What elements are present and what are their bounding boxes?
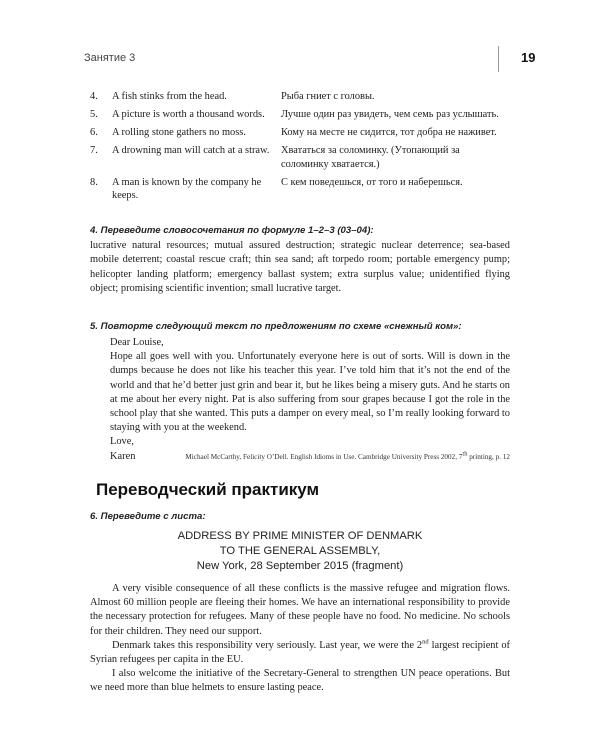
task-5-heading: 5. Повторте следующий текст по предложениям по схеме «снежный ком»: [90, 321, 462, 332]
header-divider [498, 46, 499, 72]
letter-signature: Karen [110, 450, 136, 462]
russian-equivalent: Хвататься за соломинку. (Утопающий за соломинку хватается.) [281, 145, 460, 170]
item-number: 6. [90, 127, 98, 138]
english-proverb: A man is known by the company he keeps. [112, 176, 262, 201]
english-proverb: A fish stinks from the head. [112, 91, 227, 102]
letter-closing: Love, [110, 436, 134, 448]
citation-end: printing, p. 12 [467, 453, 510, 461]
task-4-text: lucrative natural resources; mutual assured destruction; strategic nuclear deterrence; sea-based mobile deterrent; coastal rescue craft; thin sea sand; aft torpedo room; portable emergency pump; helicopter landing platform; emergency ballast system; extra surplus value; unidentified flying object; promising scientific invention; small lucrative target. [90, 240, 510, 295]
russian-equivalent: Кому на месте не сидится, тот добра не наживет. [281, 127, 497, 138]
speech-paragraph-3: I also welcome the initiative of the Secretary-General to strengthen UN peace operations. But we need more than blue helmets to ensure lasting peace. [90, 668, 510, 694]
task-6-heading: 6. Переведите с листа: [90, 511, 206, 522]
task-4-heading: 4. Переведите словосочетания по формуле 1–2–3 (03–04): [90, 225, 374, 236]
speech-p2-end: largest recipient of Syrian refugees per capita in the EU. [90, 639, 510, 666]
item-number: 5. [90, 109, 98, 120]
russian-equivalent: Рыба гниет с головы. [281, 91, 375, 102]
list-item [90, 126, 510, 140]
list-item [90, 108, 510, 122]
letter [110, 336, 510, 464]
speech-paragraph-1: A very visible consequence of all these conflicts is the massive refugee and migration flows. Almost 60 million people are fleeing their homes. We have an international responsibility to provide the necessary protection for refugees. Many of these people have no food. No medicine. No schools for their children. They need our support. [90, 583, 510, 637]
speech-text [90, 582, 510, 696]
letter-greeting: Dear Louise, [110, 337, 164, 348]
letter-body: Hope all goes well with you. Unfortunately everyone here is out of sorts. Will is down in the dumps because he does not like his teacher this year. I’ve told him that it’s not the end of the world and that he’d better just grin and bear it, but he likes being a misery guts. And he starts on at me about her every night. Pat is also suffering from sour grapes because I got the role in the school play that she wanted. This puts a damper on every meal, so I’m really looking forward to staying with you at the weekend. [110, 351, 510, 434]
russian-equivalent: Лучше один раз увидеть, чем семь раз услышать. [281, 109, 499, 120]
address-line-3: New York, 28 September 2015 (fragment) [196, 559, 404, 572]
citation-main: Michael McCarthy, Felicity O’Dell. English Idioms in Use. Cambridge University Press 2002, 7 [185, 453, 463, 461]
ordinal-superscript: nd [422, 638, 429, 646]
item-number: 7. [90, 145, 98, 156]
page-number: 19 [521, 50, 536, 65]
address-line-2: TO THE GENERAL ASSEMBLY, [219, 544, 381, 557]
section-title: Переводческий практикум [96, 480, 320, 499]
list-item [90, 90, 510, 104]
list-item [90, 144, 510, 171]
english-proverb: A rolling stone gathers no moss. [112, 127, 246, 138]
english-proverb: A picture is worth a thousand words. [112, 109, 265, 120]
address-line-1: ADDRESS BY PRIME MINISTER OF DENMARK [177, 530, 423, 542]
address-title [90, 529, 510, 573]
russian-equivalent: С кем поведешься, от того и наберешься. [281, 176, 463, 188]
speech-paragraph-2 [90, 639, 510, 667]
speech-p2-start: Denmark takes this responsibility very seriously. Last year, we were the 2 [112, 639, 423, 651]
list-item [90, 176, 510, 203]
chapter-title: Занятие 3 [84, 52, 136, 64]
item-number: 8. [90, 176, 98, 188]
item-number: 4. [90, 91, 98, 102]
citation [185, 450, 510, 461]
english-proverb: A drowning man will catch at a straw. [112, 145, 270, 156]
proverb-list [90, 90, 510, 207]
citation-superscript: th [462, 450, 468, 458]
